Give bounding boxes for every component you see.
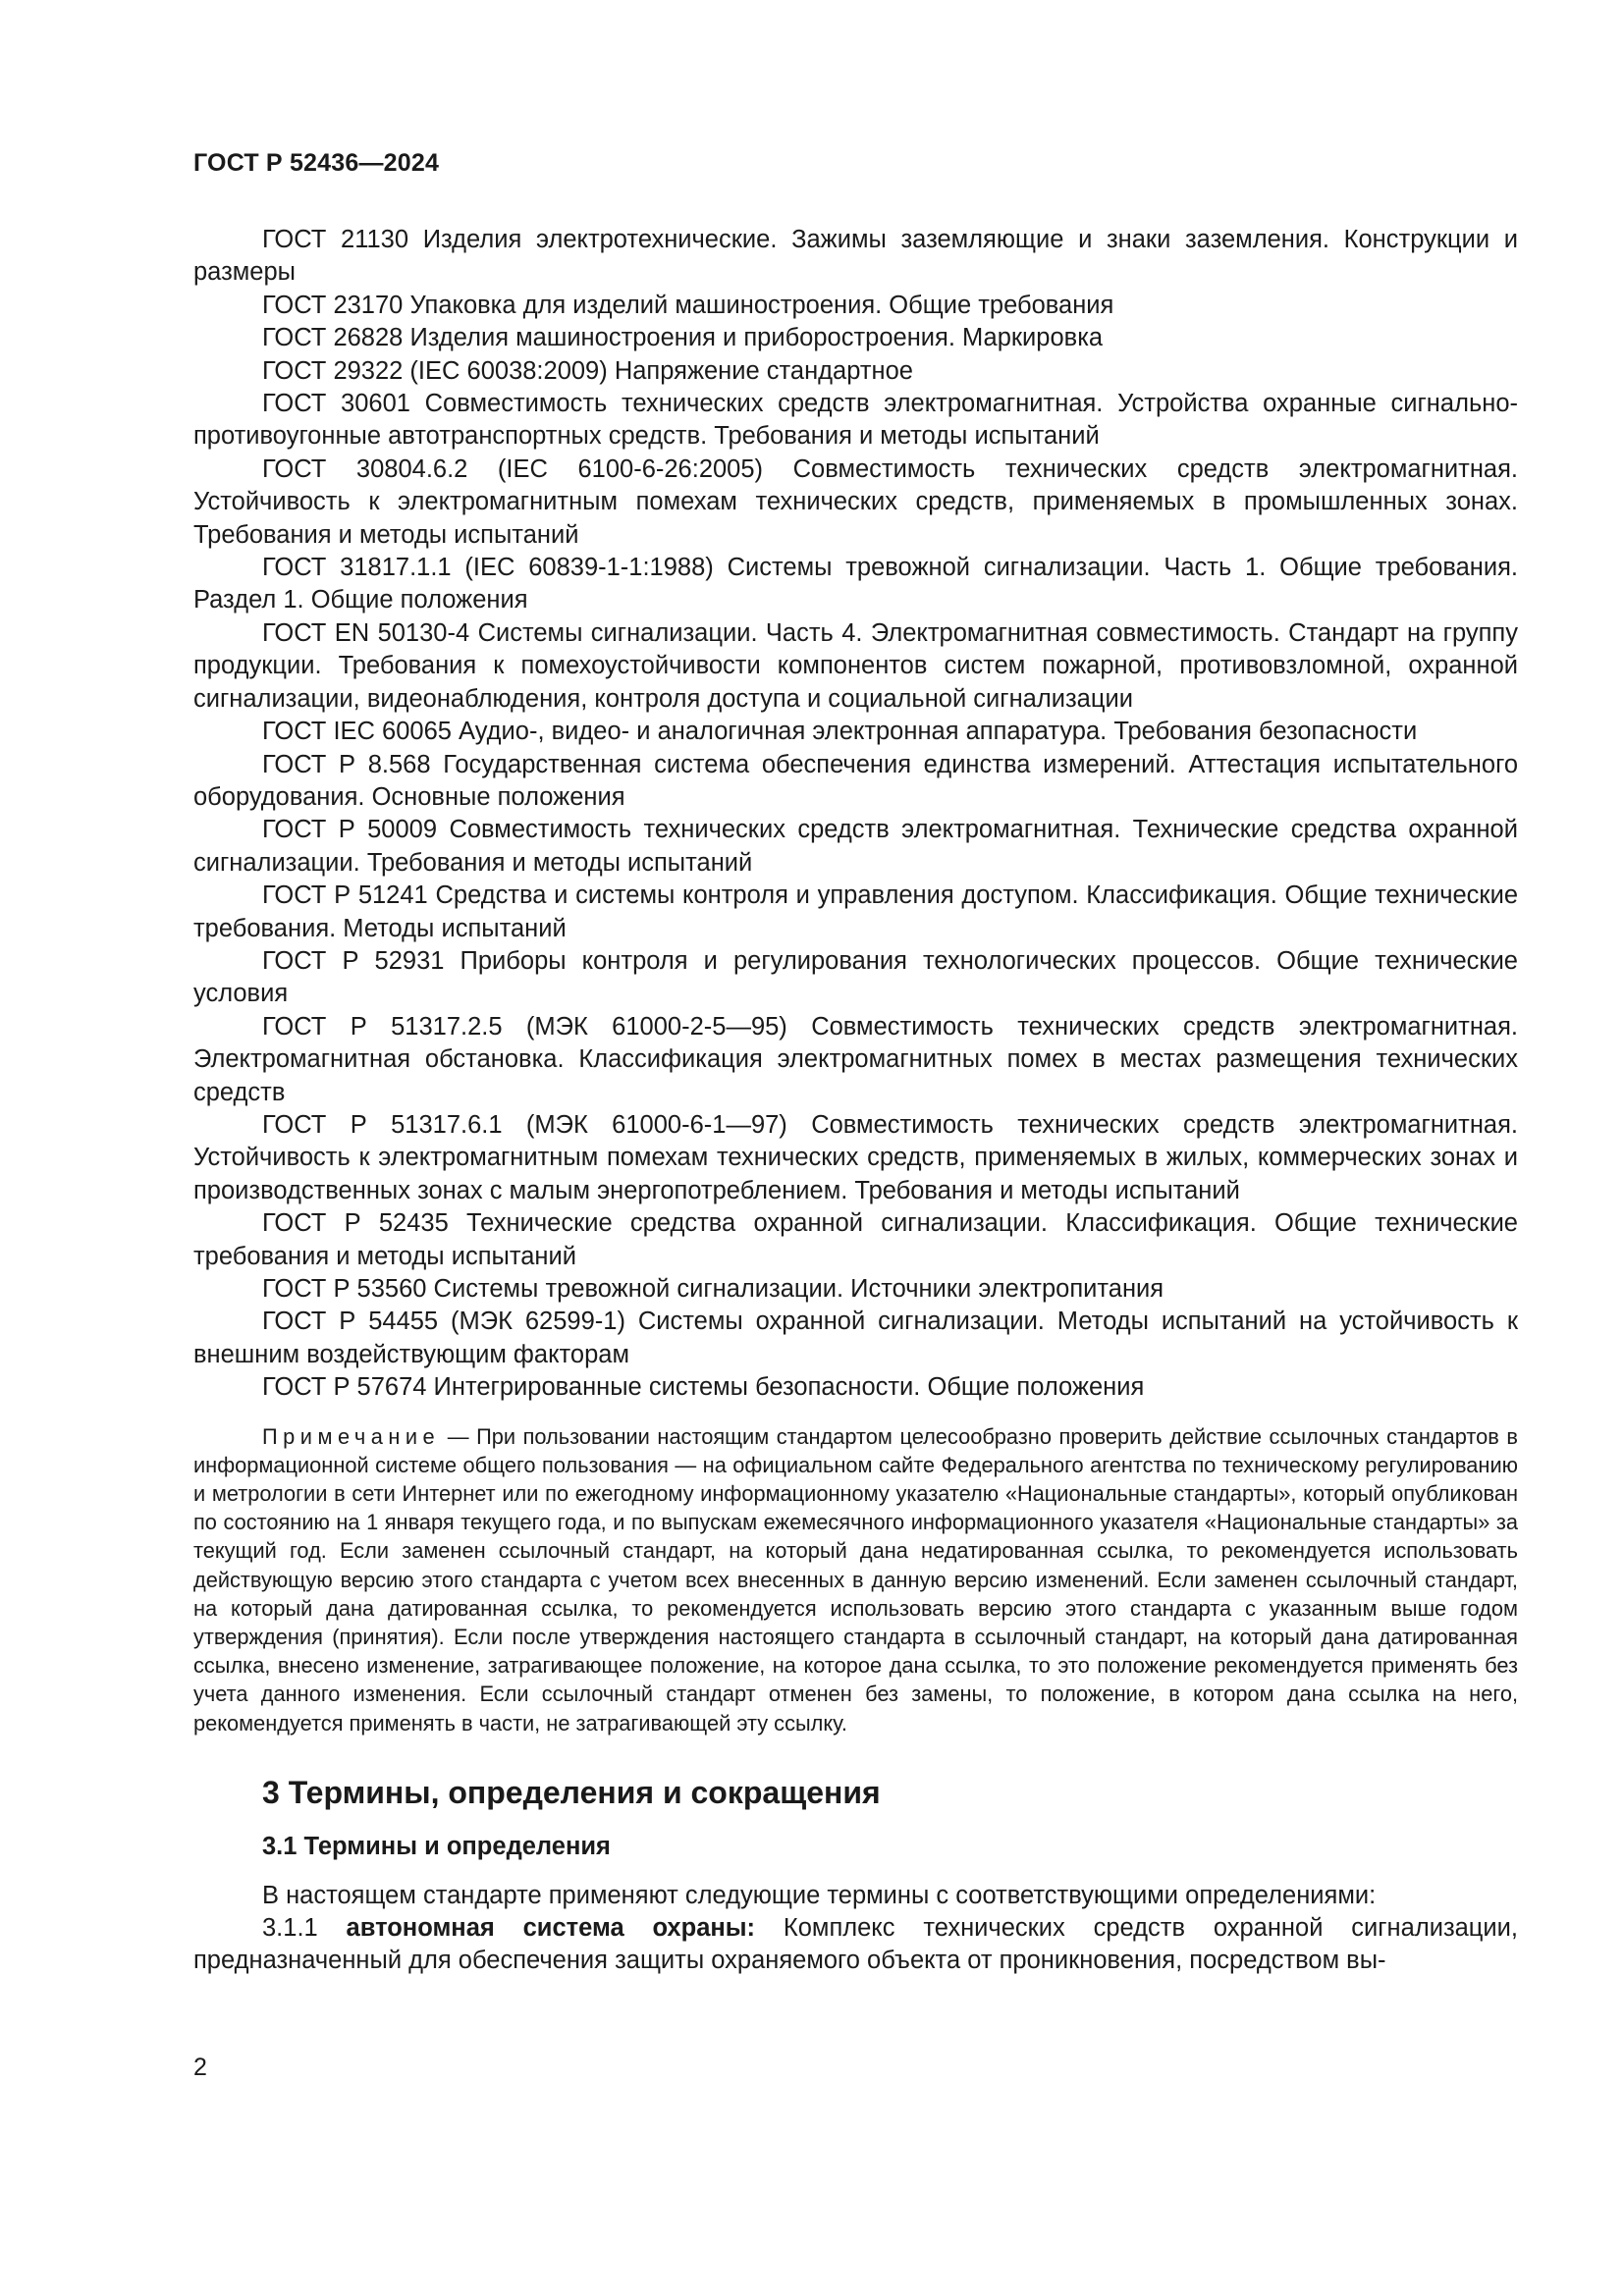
reference-title: Государственная система обеспечения единства измерений. Аттестация испытательного оборудования. Основные положения (193, 750, 1518, 811)
reference-code: ГОСТ Р 57674 (262, 1373, 427, 1402)
reference-title: Изделия электротехнические. Зажимы заземляющие и знаки заземления. Конструкции и размеры (193, 226, 1518, 287)
reference-code: ГОСТ 30601 (262, 390, 410, 418)
reference-title: Упаковка для изделий машиностроения. Общие требования (409, 291, 1114, 319)
reference-item (193, 454, 1518, 552)
reference-item (193, 1306, 1518, 1371)
reference-code: ГОСТ EN 50130-4 (262, 618, 470, 647)
subsection-title: 3.1 Термины и определения (262, 1833, 611, 1861)
term-number: 3.1.1 (262, 1914, 318, 1943)
reference-item (193, 388, 1518, 454)
document-header: ГОСТ Р 52436—2024 (193, 149, 440, 177)
reference-code: ГОСТ 26828 (262, 324, 404, 352)
reference-title: Аудио-, видео- и аналогичная электронная аппаратура. Требования безопасности (459, 718, 1418, 746)
reference-code: ГОСТ Р 51317.6.1 (МЭК 61000-6-1—97) (262, 1110, 787, 1139)
reference-item (193, 552, 1518, 617)
reference-item (193, 617, 1518, 716)
page-number: 2 (193, 2054, 207, 2081)
reference-title: Совместимость технических средств электромагнитная. Устойчивость к электромагнитным помехам технических средств, применяемых в промышленных зонах. Требования и методы испытаний (193, 454, 1518, 549)
reference-code: ГОСТ Р 54455 (МЭК 62599-1) (262, 1308, 625, 1336)
reference-item (193, 355, 1518, 388)
reference-code: ГОСТ Р 8.568 (262, 750, 431, 778)
reference-title: Совместимость технических средств электромагнитная. Устройства охранные сигнально-противоугонные автотранспортных средств. Требования и методы испытаний (193, 390, 1518, 451)
reference-item (193, 945, 1518, 1011)
reference-item (193, 1273, 1518, 1306)
reference-code: ГОСТ 23170 (262, 291, 404, 319)
note (193, 1422, 1518, 1737)
reference-item (193, 814, 1518, 880)
intro-paragraph: В настоящем стандарте применяют следующие термины с соответствующими определениями: (262, 1881, 1377, 1909)
note-label: Примечание (262, 1423, 441, 1449)
section-title: 3 Термины, определения и сокращения (262, 1774, 881, 1810)
reference-item (193, 880, 1518, 945)
reference-title: Интегрированные системы безопасности. Общие положения (433, 1373, 1145, 1402)
reference-code: ГОСТ Р 50009 (262, 816, 438, 844)
term-name: автономная система охраны: (346, 1914, 756, 1943)
reference-code: ГОСТ Р 52931 (262, 946, 445, 975)
reference-item (193, 1109, 1518, 1207)
reference-item (193, 322, 1518, 354)
reference-item (193, 716, 1518, 748)
reference-item (193, 1011, 1518, 1109)
reference-item (193, 290, 1518, 322)
reference-title: Совместимость технических средств электромагнитная. Технические средства охранной сигнализации. Требования и методы испытаний (193, 816, 1518, 877)
reference-title: Технические средства охранной сигнализации. Классификация. Общие технические требования и методы испытаний (193, 1209, 1518, 1270)
reference-code: ГОСТ 30804.6.2 (IEC 6100-6-26:2005) (262, 454, 764, 483)
reference-list (193, 224, 1518, 1405)
reference-title: Системы охранной сигнализации. Методы испытаний на устойчивость к внешним воздействующим факторам (193, 1308, 1518, 1368)
reference-title: Системы тревожной сигнализации. Часть 1. Общие требования. Раздел 1. Общие положения (193, 554, 1518, 614)
reference-code: ГОСТ 21130 (262, 226, 409, 253)
reference-code: ГОСТ Р 51241 (262, 881, 428, 910)
reference-item (193, 1207, 1518, 1273)
reference-title: Напряжение стандартное (614, 356, 913, 385)
reference-code: ГОСТ Р 53560 (262, 1275, 427, 1303)
reference-item (193, 1371, 1518, 1404)
reference-title: Системы сигнализации. Часть 4. Электромагнитная совместимость. Стандарт на группу продукции. Требования к помехоустойчивости компонентов систем пожарной, противовзломной, охранной сигнализации, видеонаблюдения, контроля доступа и социальной сигнализации (193, 618, 1518, 713)
reference-item (193, 224, 1518, 290)
reference-title: Совместимость технических средств электромагнитная. Электромагнитная обстановка. Классификация электромагнитных помех в местах размещения технических средств (193, 1012, 1518, 1106)
reference-title: Совместимость технических средств электромагнитная. Устойчивость к электромагнитным помехам технических средств, применяемых в жилых, коммерческих зонах и производственных зонах с малым энергопотреблением. Требования и методы испытаний (193, 1110, 1518, 1204)
reference-title: Приборы контроля и регулирования технологических процессов. Общие технические условия (193, 946, 1518, 1008)
reference-title: Средства и системы контроля и управления доступом. Классификация. Общие технические требования. Методы испытаний (193, 881, 1518, 942)
term-text: Комплекс технических средств охранной сигнализации, предназначенный для обеспечения защиты охраняемого объекта от проникновения, посредством вы- (193, 1914, 1518, 1975)
reference-code: ГОСТ Р 51317.2.5 (МЭК 61000-2-5—95) (262, 1012, 787, 1041)
note-text: — При пользовании настоящим стандартом целесообразно проверить действие ссылочных стандартов в информационной системе общего пользования — на официальном сайте Федерального агентства по техническому регулированию и метрологии в сети Интернет или по ежегодному информационному указателю «Национальные стандарты», который опубликован по состоянию на 1 января текущего года, и по выпускам ежемесячного информационного указателя «Национальные стандарты» за текущий год. Если заменен ссылочный стандарт, на который дана недатированная ссылка, то рекомендуется использовать действующую версию этого стандарта с учетом всех внесенных в данную версию изменений. Если заменен ссылочный стандарт, на который дана датированная ссылка, то рекомендуется использовать версию этого стандарта с указанным выше годом утверждения (принятия). Если после утверждения настоящего стандарта в ссылочный стандарт, на который дана датированная ссылка, внесено изменение, затрагивающее положение, на которое дана ссылка, то это положение рекомендуется применять без учета данного изменения. Если ссылочный стандарт отменен без замены, то положение, в котором дана ссылка на него, рекомендуется применять в части, не затрагивающей эту ссылку. (193, 1423, 1518, 1735)
reference-item (193, 749, 1518, 815)
reference-title: Изделия машиностроения и приборостроения. Маркировка (409, 324, 1104, 352)
document-body (193, 224, 1518, 1978)
reference-code: ГОСТ 29322 (IEC 60038:2009) (262, 356, 608, 385)
reference-code: ГОСТ IEC 60065 (262, 718, 452, 746)
reference-code: ГОСТ 31817.1.1 (IEC 60839-1-1:1988) (262, 554, 714, 582)
reference-title: Системы тревожной сигнализации. Источники электропитания (433, 1275, 1164, 1303)
reference-code: ГОСТ Р 52435 (262, 1209, 449, 1238)
term-definition (193, 1912, 1518, 1978)
